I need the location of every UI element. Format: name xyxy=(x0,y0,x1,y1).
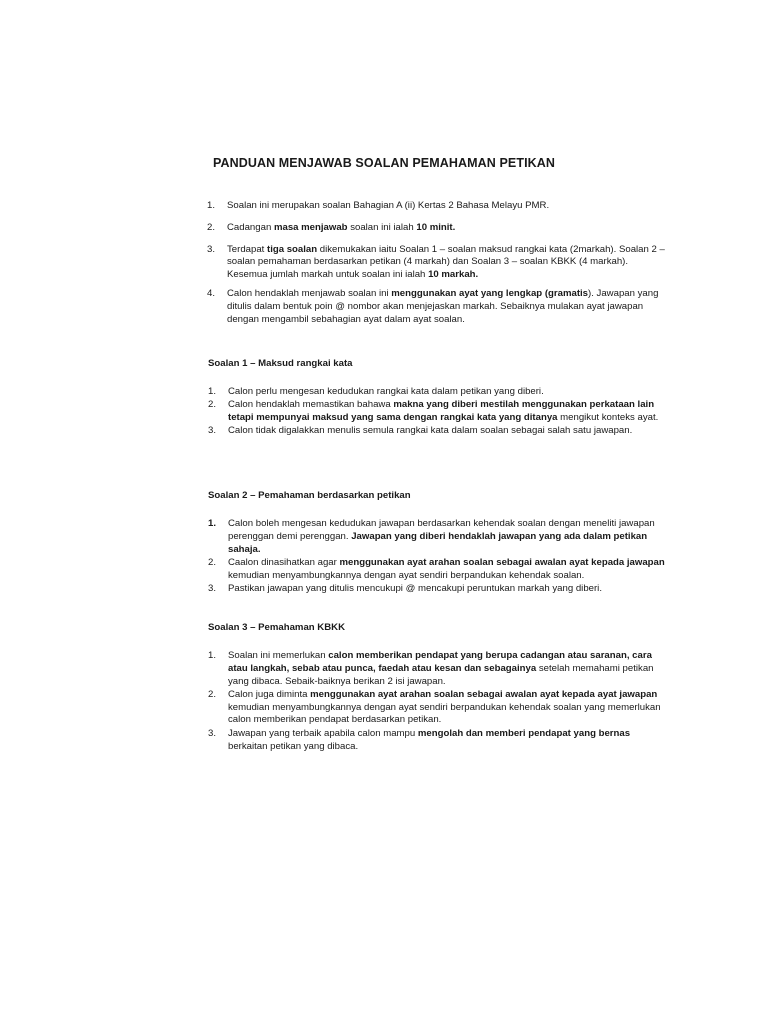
item-number: 2. xyxy=(208,556,217,568)
item-text: Calon tidak digalakkan menulis semula rangkai kata dalam soalan sebagai salah satu jawapan. xyxy=(228,425,633,437)
item-text: Calon boleh mengesan kedudukan jawapan berdasarkan kehendak soalan dengan meneliti jawapan perenggan demi perenggan. Jawapan yang diberi hendaklah jawapan yang ada dalam petikan sahaja. xyxy=(228,518,655,555)
section-heading: Soalan 2 – Pemahaman berdasarkan petikan xyxy=(208,490,411,501)
item-text: Jawapan yang terbaik apabila calon mampu mengolah dan memberi pendapat yang bernas berkaitan petikan yang dibaca. xyxy=(228,727,631,752)
section-soalan-2 xyxy=(208,490,670,596)
intro-list xyxy=(207,200,669,335)
item-number: 3. xyxy=(208,727,217,739)
item-number: 2. xyxy=(207,221,216,233)
item-text: Pastikan jawapan yang ditulis mencukupi @ mencakupi peruntukan markah yang diberi. xyxy=(228,582,602,594)
item-text: Soalan ini merupakan soalan Bahagian A (ii) Kertas 2 Bahasa Melayu PMR. xyxy=(227,200,550,211)
section-heading: Soalan 3 – Pemahaman KBKK xyxy=(208,622,346,633)
item-text: Soalan ini memerlukan calon memberikan pendapat yang berupa cadangan atau saranan, cara atau langkah, sebab atau punca, faedah atau kesan dan sebagainya setelah memahami petikan yang dibaca. Sebaik-baiknya berikan 2 isi jawapan. xyxy=(228,650,654,687)
item-number: 4. xyxy=(207,287,216,299)
list-item xyxy=(208,728,670,754)
item-number: 3. xyxy=(207,243,216,255)
page-title: PANDUAN MENJAWAB SOALAN PEMAHAMAN PETIKAN xyxy=(212,156,556,170)
item-number: 1. xyxy=(208,650,217,661)
list-item xyxy=(208,425,670,438)
section-soalan-3 xyxy=(208,622,670,754)
intro-item xyxy=(207,244,669,282)
section-list xyxy=(208,650,670,753)
item-text: Terdapat tiga soalan dikemukakan iaitu Soalan 1 – soalan maksud rangkai kata (2markah). Soalan 2 – soalan pemahaman berdasarkan petikan (4 markah) dan Soalan 3 – soalan KBKK (4 markah). Kesemua jumlah markah untuk soalan ini ialah 10 markah. xyxy=(227,243,665,281)
list-item xyxy=(208,518,670,556)
intro-item xyxy=(207,222,669,235)
list-item xyxy=(208,557,670,583)
item-text: Calon perlu mengesan kedudukan rangkai kata dalam petikan yang diberi. xyxy=(228,386,544,397)
list-item xyxy=(208,399,670,425)
intro-item xyxy=(207,200,669,213)
section-list xyxy=(208,518,670,596)
item-number: 2. xyxy=(208,399,217,411)
section-list xyxy=(208,386,670,438)
item-text: Calon hendaklah menjawab soalan ini menggunakan ayat yang lengkap (gramatis). Jawapan yang ditulis dalam bentuk poin @ nombor akan menjejaskan markah. Sebaiknya mulakan ayat jawapan dengan mengambil sebahagian ayat dalam ayat soalan. xyxy=(227,287,659,325)
list-item xyxy=(208,583,670,596)
list-item xyxy=(208,650,670,688)
intro-item xyxy=(207,288,669,326)
item-text: Cadangan masa menjawab soalan ini ialah 10 minit. xyxy=(227,221,456,233)
section-soalan-1 xyxy=(208,358,670,439)
section-heading: Soalan 1 – Maksud rangkai kata xyxy=(208,358,353,369)
item-text: Caalon dinasihatkan agar menggunakan ayat arahan soalan sebagai awalan ayat kepada jawapan kemudian menyambungkannya dengan ayat sendiri berpandukan kehendak soalan. xyxy=(228,556,665,581)
item-text: Calon hendaklah memastikan bahawa makna yang diberi mestilah menggunakan perkataan lain tetapi mempunyai maksud yang sama dengan rangkai kata yang ditanya mengikut konteks ayat. xyxy=(228,399,659,424)
list-item xyxy=(208,386,670,399)
item-number: 1. xyxy=(208,518,217,529)
item-number: 2. xyxy=(208,688,217,700)
item-number: 3. xyxy=(208,425,217,437)
item-number: 1. xyxy=(208,386,217,397)
list-item xyxy=(208,689,670,727)
item-text: Calon juga diminta menggunakan ayat arahan soalan sebagai awalan ayat kepada ayat jawapan kemudian menyambungkannya dengan ayat sendiri berpandukan kehendak soalan yang memerlukan calon memberikan pendapat berdasarkan petikan. xyxy=(228,688,661,726)
item-number: 1. xyxy=(207,200,216,211)
item-number: 3. xyxy=(208,582,217,594)
